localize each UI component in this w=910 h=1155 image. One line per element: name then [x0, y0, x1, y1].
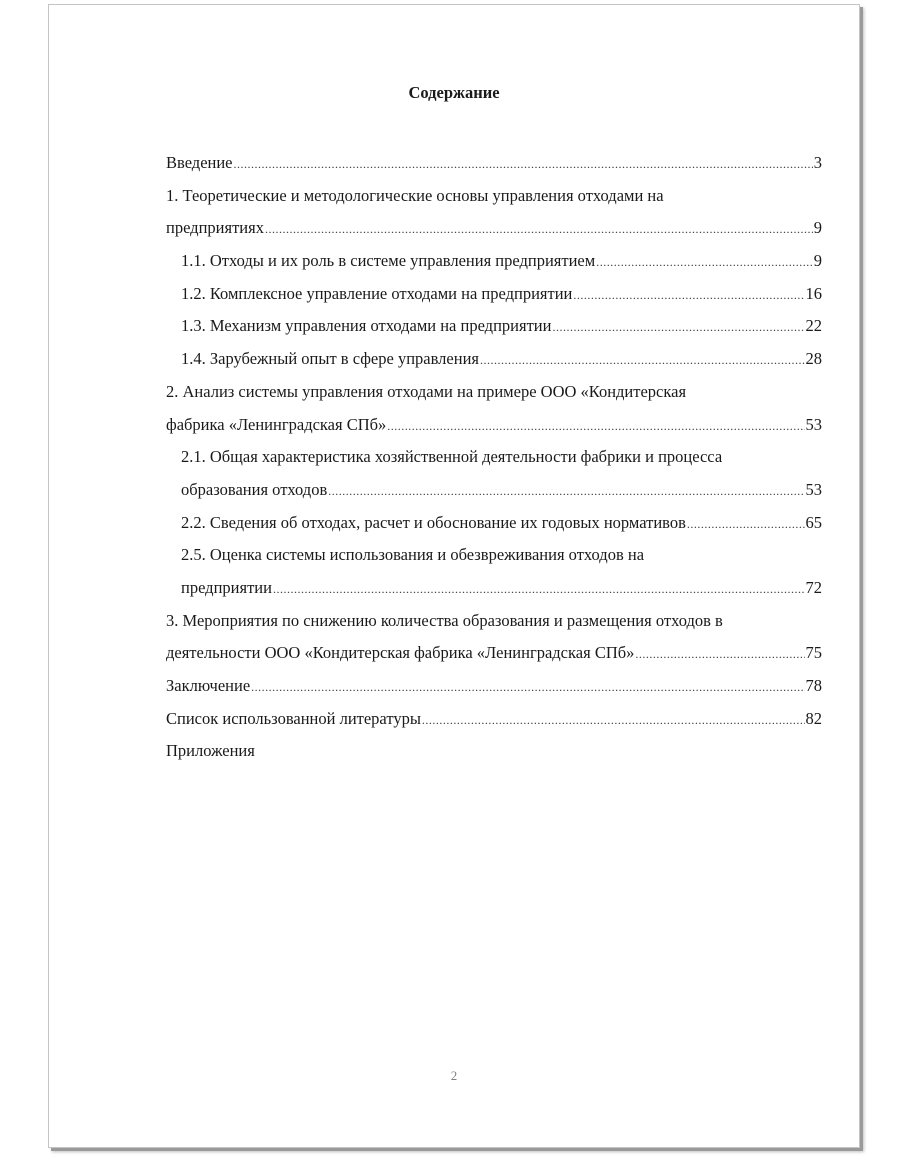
toc-leader-dots [573, 279, 804, 312]
toc-entry-text: 1. Теоретические и методологические основы управления отходами на [166, 185, 664, 205]
page-number: 2 [450, 1068, 458, 1083]
toc-leader-dots [635, 638, 804, 671]
toc-entry-page: 16 [805, 283, 822, 303]
toc-leader-dots [251, 671, 804, 704]
toc-entry-text: 2. Анализ системы управления отходами на примере ООО «Кондитерская [166, 381, 687, 401]
toc-leader-dots [552, 311, 804, 344]
toc-entry-section-1-4[interactable] [166, 343, 822, 376]
toc-entry-chapter-2-cont[interactable] [166, 409, 822, 442]
toc-entry-chapter-3-cont[interactable] [166, 637, 822, 670]
toc-entry-text: образования отходов [181, 479, 328, 499]
toc-entry-section-1-2[interactable] [166, 278, 822, 311]
toc-entry-page: 78 [805, 676, 822, 695]
toc-entry-text: 1.2. Комплексное управление отходами на предприятии [181, 283, 573, 303]
toc-entry-appendices[interactable] [166, 735, 822, 768]
toc-entry-page: 9 [813, 218, 822, 238]
toc-entry-page: 53 [805, 479, 822, 499]
toc-leader-dots [596, 246, 813, 279]
toc-entry-section-1-1[interactable] [166, 245, 822, 278]
toc-leader-dots [422, 704, 805, 737]
toc-entry-section-2-5[interactable] [166, 539, 822, 572]
toc-entry-text: деятельности ООО «Кондитерская фабрика «Ленинградская СПб» [166, 643, 635, 663]
toc-leader-dots [234, 148, 813, 181]
toc-entry-text: 2.2. Сведения об отходах, расчет и обоснование их годовых нормативов [181, 512, 686, 532]
toc-entry-page: 75 [805, 643, 822, 663]
toc-entry-references[interactable] [166, 703, 822, 736]
toc-entry-text: 1.3. Механизм управления отходами на предприятии [181, 316, 552, 336]
toc-entry-text: 1.4. Зарубежный опыт в сфере управления [181, 349, 479, 369]
toc-entry-text: 3. Мероприятия по снижению количества образования и размещения отходов в [166, 610, 723, 630]
toc-leader-dots [273, 573, 805, 606]
toc-entry-text: предприятиях [166, 218, 264, 238]
toc-entry-text: 1.1. Отходы и их роль в системе управления предприятием [181, 251, 596, 271]
toc-entry-section-1-3[interactable] [166, 310, 822, 343]
toc-entry-text: Список использованной литературы [166, 708, 421, 728]
toc-entry-text: предприятии [181, 577, 272, 597]
toc-entry-page: 53 [805, 414, 822, 434]
toc-entry-page: 82 [805, 708, 822, 728]
toc-entry-conclusion[interactable] [166, 670, 822, 703]
toc-leader-dots [687, 508, 805, 541]
toc-entry-page: 3 [813, 153, 822, 172]
toc-entry-page: 9 [813, 251, 822, 271]
toc-entry-chapter-1[interactable] [166, 180, 822, 213]
toc-entry-text: 2.1. Общая характеристика хозяйственной деятельности фабрики и процесса [181, 447, 723, 467]
toc-entry-section-2-2[interactable] [166, 507, 822, 540]
toc-entry-introduction[interactable] [166, 147, 822, 180]
toc-entry-text: Заключение [166, 676, 251, 695]
toc-entry-chapter-3[interactable] [166, 605, 822, 638]
toc-title: Содержание [408, 83, 500, 102]
toc-entry-page: 28 [805, 349, 822, 369]
toc-entry-section-2-5-cont[interactable] [166, 572, 822, 605]
toc-leader-dots [387, 410, 804, 443]
toc-leader-dots [328, 475, 804, 508]
toc-entry-text: фабрика «Ленинградская СПб» [166, 414, 387, 434]
toc-entry-text: 2.5. Оценка системы использования и обезвреживания отходов на [181, 545, 645, 565]
toc-entry-section-2-1[interactable] [166, 441, 822, 474]
toc-entry-page: 22 [805, 316, 822, 336]
toc-entry-text: Приложения [166, 741, 255, 761]
document-page [48, 4, 860, 1148]
toc-entry-chapter-2[interactable] [166, 376, 822, 409]
toc-leader-dots [480, 344, 805, 377]
toc-entry-chapter-1-cont[interactable] [166, 212, 822, 245]
toc-leader-dots [265, 213, 813, 246]
table-of-contents [166, 147, 822, 768]
toc-entry-page: 65 [805, 512, 822, 532]
toc-entry-page: 72 [805, 577, 822, 597]
toc-entry-text: Введение [166, 153, 233, 172]
toc-entry-section-2-1-cont[interactable] [166, 474, 822, 507]
